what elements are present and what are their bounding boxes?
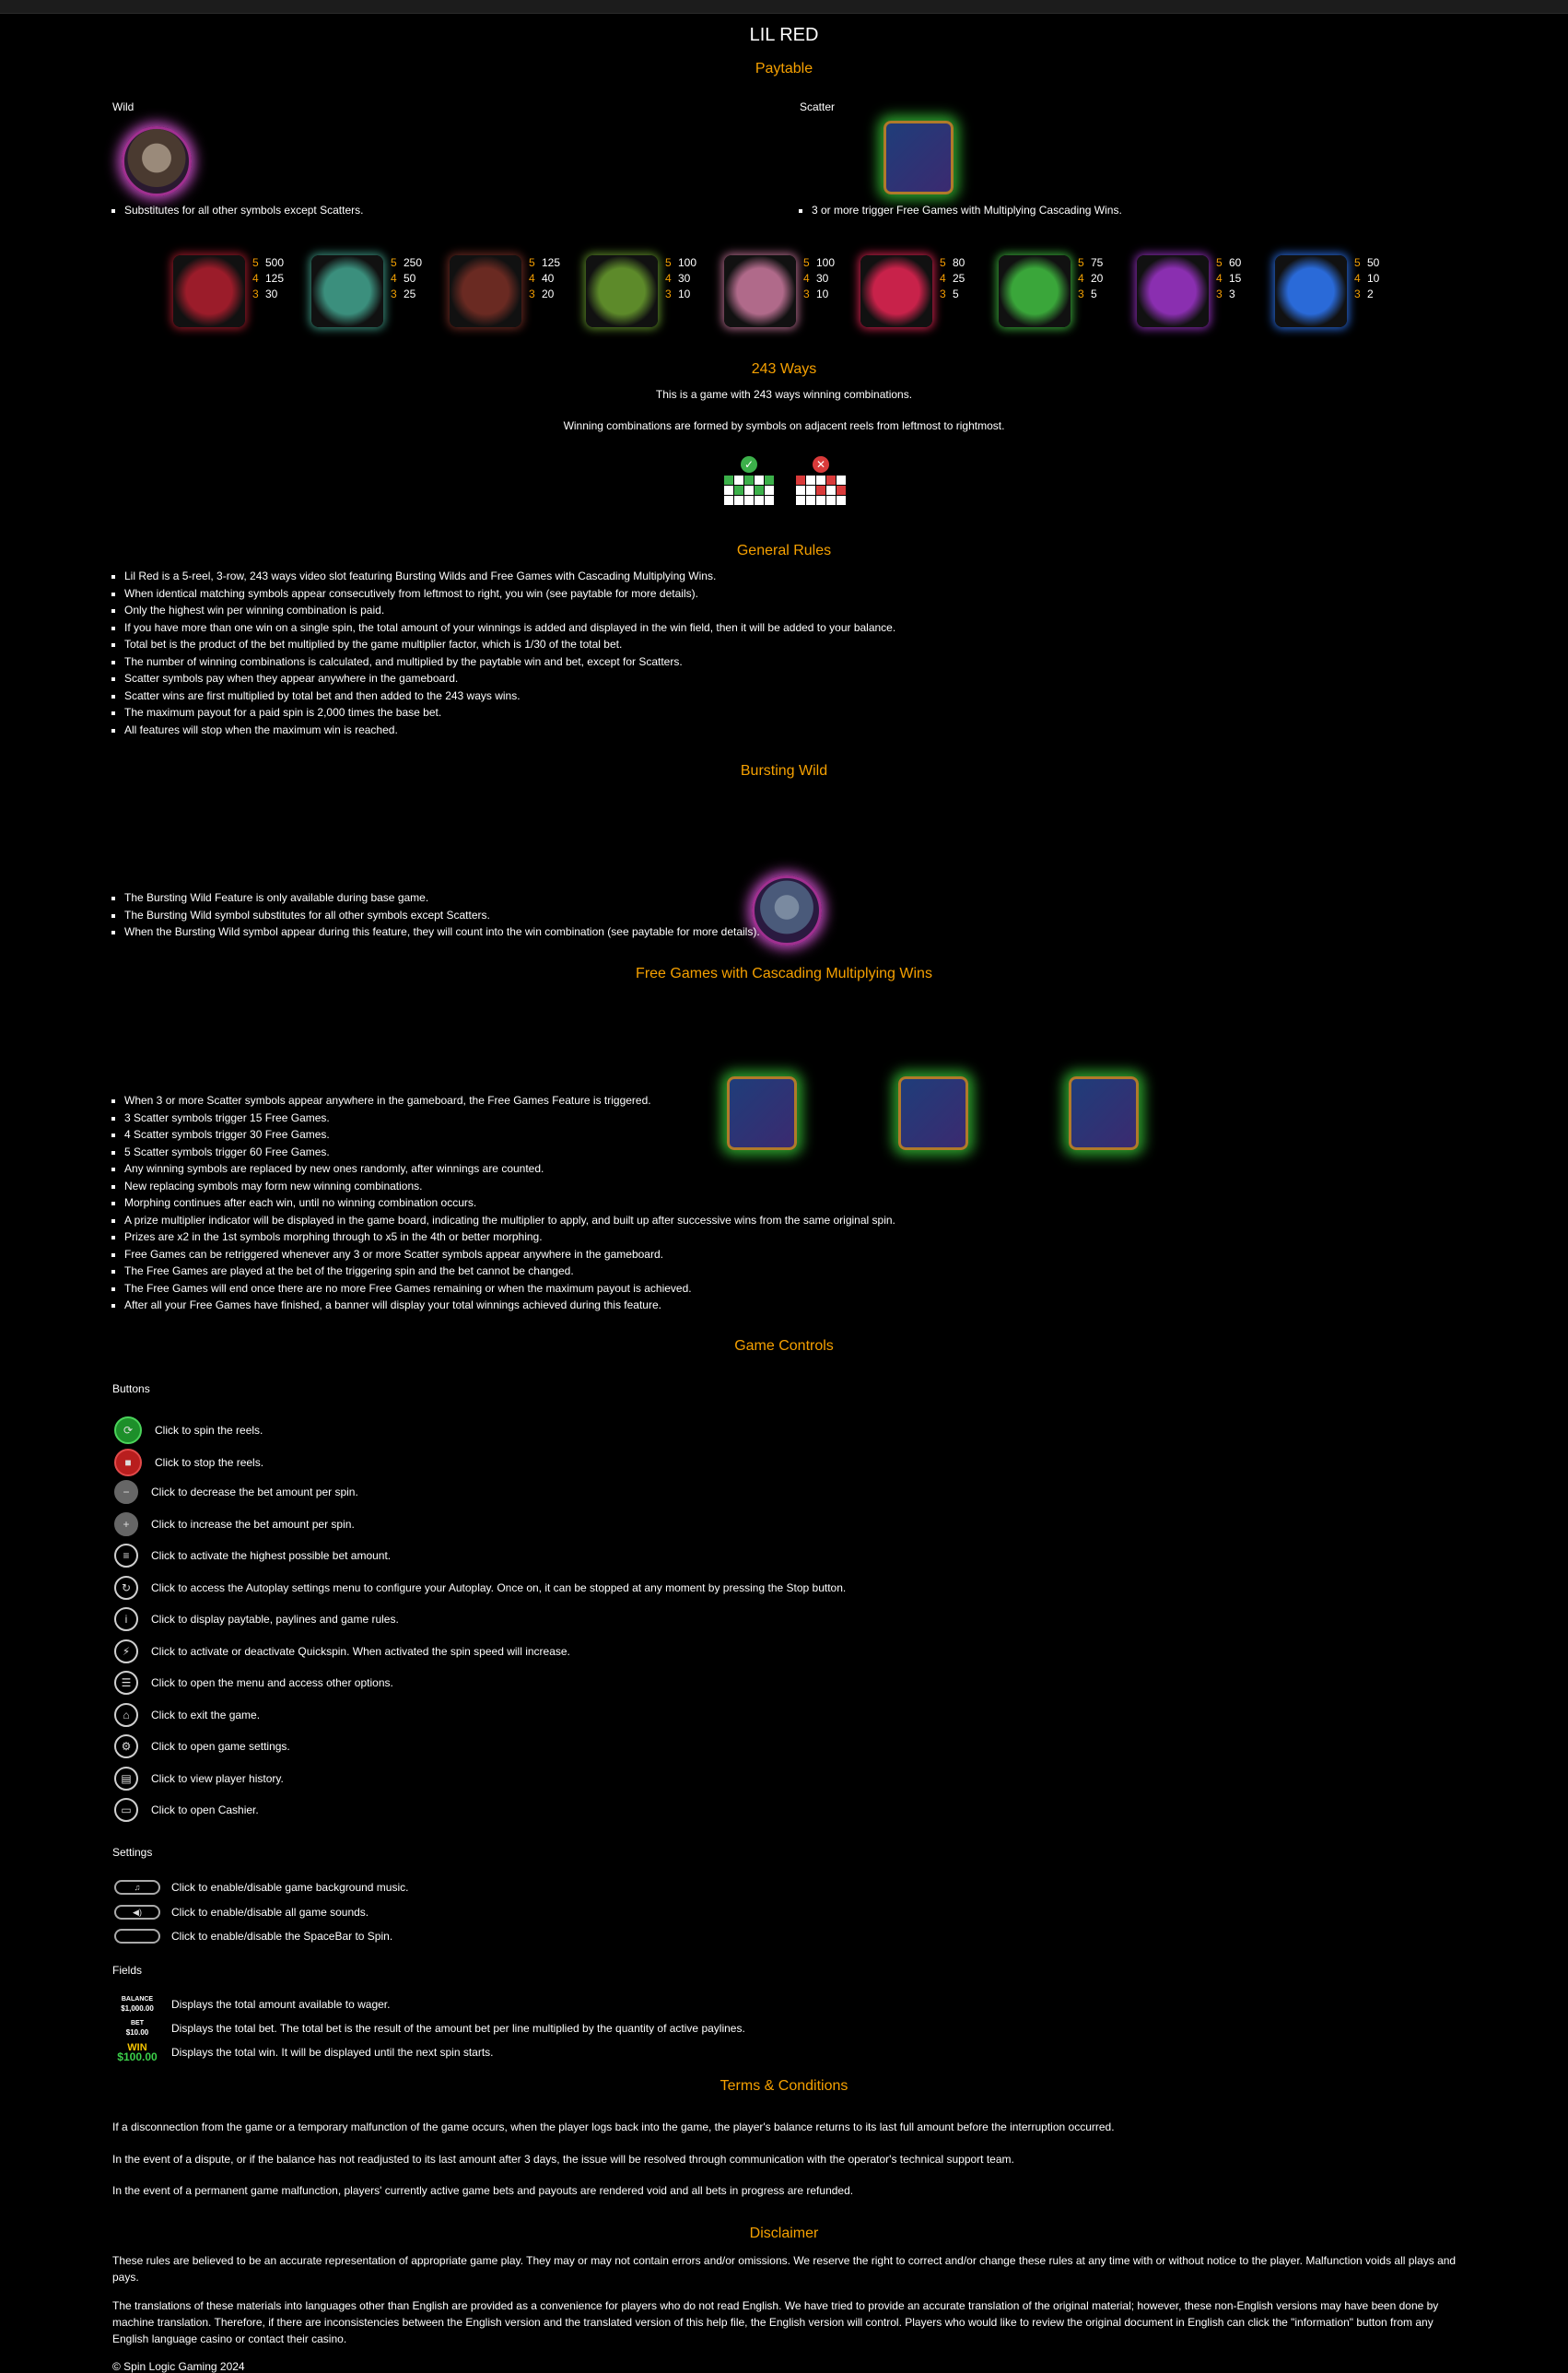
home-icon[interactable]: ⌂	[114, 1703, 138, 1727]
pay-value-row	[529, 255, 560, 271]
general-rule-item: ▪ The number of winning combinations is calculated, and multiplied by the paytable win and bet, except for Scatters.	[124, 653, 1469, 671]
payout-value: 60	[1229, 256, 1242, 269]
symbol-count: 4	[252, 272, 259, 285]
symbol-count: 4	[940, 272, 946, 285]
free-games-item: ▪ A prize multiplier indicator will be displayed in the game board, indicating the multiplier to apply, and built up after successive wins from the same original spin.	[124, 1212, 1469, 1229]
payout-value: 75	[1091, 256, 1104, 269]
field-bet	[114, 2019, 745, 2038]
disclaimer-heading: Disclaimer	[749, 2226, 819, 2241]
wild-desc-list	[112, 202, 677, 219]
paytable-symbol-red-riding-hood	[173, 255, 284, 327]
free-games-item: ▪ The Free Games are played at the bet of the triggering spin and the bet cannot be changed.	[124, 1263, 1469, 1280]
bursting-wild-item: ▪ The Bursting Wild symbol substitutes for all other symbols except Scatters.	[124, 907, 1469, 924]
autoplay-icon[interactable]: ↻	[114, 1576, 138, 1600]
control-description: Click to activate the highest possible bet amount.	[151, 1549, 392, 1562]
free-games-item: ▪ The Free Games will end once there are no more Free Games remaining or when the maximum payout is achieved.	[124, 1280, 1469, 1298]
paytable-symbol-spade	[1275, 255, 1379, 327]
pay-values	[1216, 255, 1241, 302]
music-toggle-icon[interactable]: ♫	[114, 1880, 160, 1895]
pay-value-row	[1216, 287, 1241, 302]
terms-paragraph-2: In the event of a dispute, or if the balance has not readjusted to its last amount after 3 days, the issue will be resolved through communication with the operator's technical support team.	[112, 2153, 1014, 2166]
control-settings	[114, 1734, 290, 1758]
general-rule-item: ▪ All features will stop when the maximum win is reached.	[124, 722, 1469, 739]
free-games-item: ▪ Free Games can be retriggered whenever any 3 or more Scatter symbols appear anywhere in the gameboard.	[124, 1246, 1469, 1263]
heart-icon	[860, 255, 932, 327]
pay-value-row	[529, 271, 560, 287]
pay-value-row	[1216, 271, 1241, 287]
free-games-item: ▪ Any winning symbols are replaced by new ones randomly, after winnings are counted.	[124, 1160, 1469, 1178]
control-spin	[114, 1416, 263, 1444]
pay-value-row	[1078, 287, 1103, 302]
wild-desc: ▪ Substitutes for all other symbols except Scatters.	[124, 202, 677, 219]
pay-value-row	[803, 287, 835, 302]
payout-value: 250	[404, 256, 423, 269]
pay-values	[1354, 255, 1379, 302]
paytable-symbol-grandma	[311, 255, 422, 327]
symbol-count: 3	[1078, 288, 1084, 300]
setting-music-toggle	[114, 1880, 408, 1895]
symbol-count: 3	[252, 288, 259, 300]
payout-value: 25	[404, 288, 416, 300]
general-rule-item: ▪ Scatter symbols pay when they appear anywhere in the gameboard.	[124, 670, 1469, 687]
scatter-desc-list	[800, 202, 1364, 219]
symbol-count: 3	[803, 288, 810, 300]
cross-icon: ✕	[813, 456, 829, 473]
symbol-count: 4	[391, 272, 397, 285]
symbol-count: 4	[665, 272, 672, 285]
free-games-item: ▪ Prizes are x2 in the 1st symbols morphing through to x5 in the 4th or better morphing.	[124, 1228, 1469, 1246]
pay-value-row	[665, 271, 696, 287]
symbol-count: 5	[529, 256, 535, 269]
payout-value: 30	[816, 272, 829, 285]
pay-value-row	[391, 287, 422, 302]
pay-values	[803, 255, 835, 302]
game-controls-heading: Game Controls	[734, 1338, 834, 1354]
field-sample	[114, 2043, 160, 2062]
free-games-item: ▪ When 3 or more Scatter symbols appear anywhere in the gameboard, the Free Games Feature is triggered.	[124, 1092, 1469, 1110]
control-description: Click to open Cashier.	[151, 1803, 259, 1816]
book-icon	[883, 121, 954, 194]
pay-value-row	[665, 287, 696, 302]
ways-invalid-example	[796, 456, 846, 505]
payout-value: 125	[265, 272, 285, 285]
disclaimer-paragraph-2: The translations of these materials into languages other than English are provided as a convenience for players who do not read English. We have tried to provide an accurate translation of the original material; however, these non-English versions may have been done by machine translation. Therefore, if there are inconsistencies between the English version and the translated version of this help file, the English version will control. Players who would like to review the original document in English can click the "information" button from any English language casino or contact their casino.	[112, 2299, 1439, 2345]
paytable-symbol-club	[1137, 255, 1241, 327]
pay-values	[665, 255, 696, 302]
sound-toggle-icon[interactable]: ◀)	[114, 1905, 160, 1920]
general-rule-item: ▪ Lil Red is a 5-reel, 3-row, 243 ways video slot featuring Bursting Wilds and Free Games with Cascading Multiplying Wins.	[124, 568, 1469, 585]
symbol-count: 3	[529, 288, 535, 300]
spade-icon	[1275, 255, 1347, 327]
payout-value: 10	[1367, 272, 1380, 285]
pay-values	[391, 255, 422, 302]
payout-value: 30	[678, 272, 691, 285]
payout-value: 3	[1229, 288, 1235, 300]
stop-icon[interactable]: ■	[114, 1449, 142, 1476]
free-games-item: ▪ 3 Scatter symbols trigger 15 Free Games.	[124, 1110, 1469, 1127]
symbol-count: 4	[1078, 272, 1084, 285]
symbol-count: 5	[940, 256, 946, 269]
paytable-symbol-hunter	[450, 255, 560, 327]
terms-paragraph-3: In the event of a permanent game malfunction, players' currently active game bets and payouts are rendered void and all bets in progress are refunded.	[112, 2184, 854, 2197]
pay-value-row	[1354, 287, 1379, 302]
girl-icon	[173, 255, 245, 327]
bursting-wild-heading: Bursting Wild	[740, 763, 828, 779]
payout-value: 50	[404, 272, 416, 285]
settings-icon[interactable]: ⚙	[114, 1734, 138, 1758]
wild-label: Wild	[112, 100, 135, 113]
buttons-label: Buttons	[112, 1382, 150, 1395]
control-cashier	[114, 1798, 259, 1822]
pay-value-row	[1354, 271, 1379, 287]
terms-paragraph-1: If a disconnection from the game or a temporary malfunction of the game occurs, when the player logs back into the game, the player's balance returns to its last full amount before the interruption occurred.	[112, 2120, 1115, 2133]
payout-value: 80	[953, 256, 965, 269]
control-stop	[114, 1449, 263, 1476]
help-page	[0, 14, 1568, 2373]
control-minus	[114, 1480, 358, 1504]
quickspin-icon[interactable]: ⚡	[114, 1639, 138, 1663]
setting-sound-toggle	[114, 1905, 369, 1920]
symbol-count: 5	[1078, 256, 1084, 269]
payout-value: 10	[678, 288, 691, 300]
free-games-item: ▪ After all your Free Games have finished, a banner will display your total winnings achieved during this feature.	[124, 1297, 1469, 1314]
symbol-count: 3	[665, 288, 672, 300]
menu-icon[interactable]: ☰	[114, 1671, 138, 1695]
symbol-count: 5	[1216, 256, 1223, 269]
info-icon[interactable]: i	[114, 1607, 138, 1631]
ways-line-2: Winning combinations are formed by symbols on adjacent reels from leftmost to rightmost.	[563, 419, 1005, 432]
control-description: Click to increase the bet amount per spin.	[151, 1517, 355, 1531]
payout-value: 20	[1091, 272, 1104, 285]
symbol-count: 5	[252, 256, 259, 269]
field-value: $1,000.00	[121, 2004, 154, 2013]
paytable-symbol-diamond	[999, 255, 1103, 327]
ways-valid-example	[724, 456, 774, 505]
control-menu	[114, 1671, 393, 1695]
control-max-bet	[114, 1544, 391, 1568]
control-plus	[114, 1512, 355, 1536]
spin-icon[interactable]: ⟳	[114, 1416, 142, 1444]
pay-value-row	[803, 271, 835, 287]
pay-value-row	[252, 271, 284, 287]
paytable-heading: Paytable	[755, 61, 813, 76]
free-games-list	[112, 1092, 1469, 1314]
control-description: Click to spin the reels.	[155, 1424, 263, 1437]
general-rule-item: ▪ If you have more than one win on a single spin, the total amount of your winnings is added and displayed in the win field, then it will be added to your balance.	[124, 619, 1469, 637]
symbol-count: 5	[665, 256, 672, 269]
payout-value: 15	[1229, 272, 1242, 285]
payout-value: 40	[542, 272, 555, 285]
payout-value: 30	[265, 288, 278, 300]
symbol-count: 4	[1216, 272, 1223, 285]
pay-value-row	[1216, 255, 1241, 271]
pay-value-row	[252, 255, 284, 271]
symbol-count: 5	[391, 256, 397, 269]
payout-value: 10	[816, 288, 829, 300]
free-games-heading: Free Games with Cascading Multiplying Wins	[636, 966, 932, 981]
general-rules-heading: General Rules	[736, 543, 832, 558]
paytable-symbol-cottage	[586, 255, 696, 327]
free-games-item: ▪ 4 Scatter symbols trigger 30 Free Games.	[124, 1126, 1469, 1144]
symbol-count: 3	[1354, 288, 1361, 300]
control-description: Click to decrease the bet amount per spin.	[151, 1486, 358, 1498]
general-rule-item: ▪ Only the highest win per winning combination is paid.	[124, 602, 1469, 619]
pay-values	[940, 255, 965, 302]
pay-value-row	[1354, 255, 1379, 271]
payout-value: 5	[1091, 288, 1097, 300]
control-description: Click to display paytable, paylines and game rules.	[151, 1613, 399, 1626]
field-balance	[114, 1995, 390, 2014]
general-rule-item: ▪ Total bet is the product of the bet multiplied by the game multiplier factor, which is 1/30 of the total bet.	[124, 636, 1469, 653]
fields-label: Fields	[112, 1964, 143, 1977]
control-info	[114, 1607, 399, 1631]
pay-values	[252, 255, 284, 302]
symbol-count: 5	[803, 256, 810, 269]
payout-value: 125	[542, 256, 561, 269]
setting-description: Click to enable/disable all game sounds.	[171, 1906, 369, 1919]
field-description: Displays the total win. It will be displayed until the next spin starts.	[171, 2046, 494, 2059]
disclaimer-paragraph-1: These rules are believed to be an accurate representation of appropriate game play. They may or may not contain errors and/or omissions. We reserve the right to correct and/or change these rules at any time with or without notice to the player. Malfunction voids all plays and pays.	[112, 2254, 1457, 2284]
setting-spacebar-toggle	[114, 1929, 392, 1944]
pay-value-row	[665, 255, 696, 271]
club-icon	[1137, 255, 1209, 327]
paytable-symbol-basket	[724, 255, 835, 327]
wolf-icon	[122, 126, 192, 196]
control-description: Click to access the Autoplay settings menu to configure your Autoplay. Once on, it can be stopped at any moment by pressing the Stop button.	[151, 1580, 847, 1594]
payout-value: 500	[265, 256, 285, 269]
check-icon: ✓	[741, 456, 757, 473]
control-quickspin	[114, 1639, 570, 1663]
pay-value-row	[1078, 255, 1103, 271]
field-value: $100.00	[117, 2050, 158, 2063]
control-description: Click to view player history.	[151, 1771, 284, 1785]
field-win	[114, 2043, 494, 2062]
control-description: Click to open the menu and access other options.	[151, 1676, 393, 1689]
bursting-wild-list	[112, 889, 1469, 941]
hunter-icon	[450, 255, 521, 327]
payout-value: 100	[678, 256, 697, 269]
copyright: © Spin Logic Gaming 2024	[112, 2360, 245, 2373]
general-rules-list	[112, 568, 1469, 738]
pay-value-row	[252, 287, 284, 302]
minus-icon[interactable]: −	[114, 1480, 138, 1504]
pay-value-row	[1078, 271, 1103, 287]
symbol-count: 4	[1354, 272, 1361, 285]
payout-value: 100	[816, 256, 836, 269]
control-history	[114, 1767, 284, 1791]
control-description: Click to stop the reels.	[155, 1455, 264, 1469]
field-label: BALANCE	[121, 1996, 154, 2003]
pay-value-row	[391, 271, 422, 287]
scatter-desc: ▪ 3 or more trigger Free Games with Multiplying Cascading Wins.	[812, 202, 1364, 219]
payout-value: 20	[542, 288, 555, 300]
max-bet-icon[interactable]: ≡	[114, 1544, 138, 1568]
payout-value: 50	[1367, 256, 1380, 269]
terms-heading: Terms & Conditions	[720, 2078, 848, 2094]
general-rule-item: ▪ The maximum payout for a paid spin is 2,000 times the base bet.	[124, 704, 1469, 722]
payout-value: 25	[953, 272, 965, 285]
control-description: Click to exit the game.	[151, 1708, 261, 1721]
symbol-count: 3	[1216, 288, 1223, 300]
pay-value-row	[529, 287, 560, 302]
field-sample	[114, 2019, 160, 2038]
payout-value: 2	[1367, 288, 1374, 300]
free-games-item: ▪ Morphing continues after each win, until no winning combination occurs.	[124, 1194, 1469, 1212]
free-games-item: ▪ 5 Scatter symbols trigger 60 Free Games.	[124, 1144, 1469, 1161]
symbol-count: 3	[940, 288, 946, 300]
control-autoplay	[114, 1576, 846, 1600]
symbol-count: 4	[803, 272, 810, 285]
settings-label: Settings	[112, 1846, 153, 1859]
bursting-wild-item: ▪ The Bursting Wild Feature is only available during base game.	[124, 889, 1469, 907]
setting-description: Click to enable/disable the SpaceBar to Spin.	[171, 1930, 393, 1943]
paytable-symbol-heart	[860, 255, 965, 327]
scatter-label: Scatter	[800, 100, 836, 113]
symbol-count: 5	[1354, 256, 1361, 269]
pay-value-row	[940, 271, 965, 287]
setting-description: Click to enable/disable game background music.	[171, 1881, 409, 1894]
field-description: Displays the total bet. The total bet is the result of the amount bet per line multiplied by the quantity of active paylines.	[171, 2022, 745, 2035]
house-icon	[586, 255, 658, 327]
diamond-icon	[999, 255, 1071, 327]
pay-value-row	[391, 255, 422, 271]
symbol-count: 4	[529, 272, 535, 285]
field-label: BET	[131, 2020, 144, 2026]
free-games-item: ▪ New replacing symbols may form new winning combinations.	[124, 1178, 1469, 1195]
ways-line-1: This is a game with 243 ways winning combinations.	[655, 388, 913, 401]
pay-values	[1078, 255, 1103, 302]
history-icon[interactable]: ▤	[114, 1767, 138, 1791]
bursting-wild-item: ▪ When the Bursting Wild symbol appear during this feature, they will count into the win combination (see paytable for more details).	[124, 923, 1469, 941]
window-top-bar	[0, 0, 1568, 14]
pay-values	[529, 255, 560, 302]
cashier-icon[interactable]: ▭	[114, 1798, 138, 1822]
pay-value-row	[803, 255, 835, 271]
symbol-count: 3	[391, 288, 397, 300]
field-description: Displays the total amount available to wager.	[171, 1998, 391, 2011]
grandma-icon	[311, 255, 383, 327]
field-label: WIN	[127, 2042, 147, 2053]
plus-icon[interactable]: +	[114, 1512, 138, 1536]
control-description: Click to activate or deactivate Quickspin. When activated the spin speed will increase.	[151, 1644, 570, 1658]
general-rule-item: ▪ When identical matching symbols appear consecutively from leftmost to right, you win (see paytable for more details).	[124, 585, 1469, 603]
pay-value-row	[940, 287, 965, 302]
pay-value-row	[940, 255, 965, 271]
spacebar-toggle-icon[interactable]	[114, 1929, 160, 1944]
general-rule-item: ▪ Scatter wins are first multiplied by total bet and then added to the 243 ways wins.	[124, 687, 1469, 705]
payout-value: 5	[953, 288, 959, 300]
field-sample	[114, 1995, 160, 2014]
field-value: $10.00	[125, 2028, 149, 2037]
control-description: Click to open game settings.	[151, 1740, 290, 1753]
basket-icon	[724, 255, 796, 327]
ways-heading: 243 Ways	[751, 361, 817, 377]
page-title: LIL RED	[749, 25, 819, 45]
control-home	[114, 1703, 260, 1727]
